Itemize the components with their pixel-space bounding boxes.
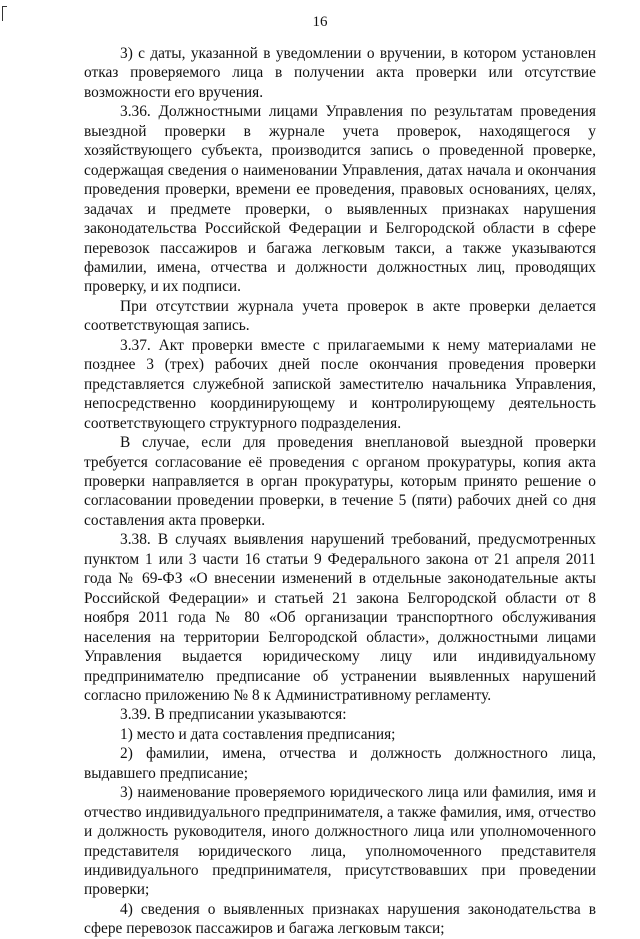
paragraph-no-journal: При отсутствии журнала учета проверок в акте проверки делается соответствующая запись. [84,297,596,335]
list-item-1: 1) место и дата составления предписания; [120,725,396,743]
list-item-2: 2) фамилии, имена, отчества и должность должностного лица, выдавшего предписание; [84,745,596,782]
list-item-3: 3) наименование проверяемого юридического лица или фамилия, имя и отчество индивидуального предпринимателя, а также фамилия, имя, отчество и должность руководителя, иного должностного лица или уполномоченного представителя юридического лица, уполномоченного представителя индивидуального предпринимателя, присутствовавших при проведении проверки; [84,784,596,899]
page-number: 16 [312,14,328,30]
paragraph-3-37: 3.37. Акт проверки вместе с прилагаемыми к нему материалами не позднее 3 (трех) рабочих дней после окончания проведения проверки представляется служебной запиской заместителю начальника Управления, непосредственно координирующему и контролирующему деятельность соответствующего структурного подразделения. [84,336,596,432]
paragraph-3-39: 3.39. В предписании указываются: [120,706,347,724]
paragraph-3-38: 3.38. В случаях выявления нарушений требований, предусмотренных пунктом 1 или 3 части 16 статьи 9 Федерального закона от 21 апреля 2011 года № 69-ФЗ «О внесении изменений в отдельные законодательные акты Российской Федерации» и статьей 21 закона Белгородской области от 8 ноября 2011 года № 80 «Об организации транспортного обслуживания населения на территории Белгородской области», должностными лицами Управления выдается юридическому лицу или индивидуальному предпринимателю предписание об устранении выявленных нарушений согласно приложению № 8 к Административному регламенту. [84,531,596,704]
document-body [84,44,596,939]
list-item-4: 4) сведения о выявленных признаках нарушения законодательства в сфере перевозок пассажиров и багажа легковым такси; [84,900,596,938]
paragraph-prokuratura: В случае, если для проведения внеплановой выездной проверки требуется согласование её проведения с органом прокуратуры, копия акта проверки направляется в орган прокуратуры, которым принято решение о согласовании проведении проверки, в течение 5 (пяти) рабочих дней со дня составления акта проверки. [84,434,596,529]
paragraph-3-vruchenie: 3) с даты, указанной в уведомлении о вручении, в котором установлен отказ проверяемого лица в получении акта проверки или отсутствие возможности его вручения. [84,45,596,101]
paragraph-3-36: 3.36. Должностными лицами Управления по результатам проведения выездной проверки в журнале учета проверок, находящегося у хозяйствующего субъекта, производится запись о проведенной проверке, содержащая сведения о наименовании Управления, датах начала и окончания проведения проверки, времени ее проведения, правовых основаниях, целях, задачах и предмете проверки, о выявленных признаках нарушения законодательства Российской Федерации и Белгородской области в сфере перевозок пассажиров и багажа легковым такси, а также указываются фамилии, имена, отчества и должности должностных лиц, проводящих проверку, и их подписи. [84,103,596,296]
